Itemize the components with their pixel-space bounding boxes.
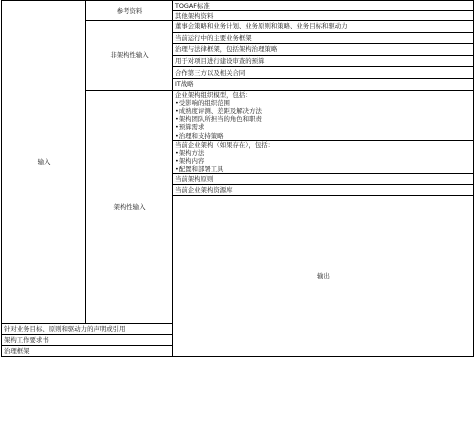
non-arch-input-item: 当前运行中的主要业务框架 [173,32,474,44]
list-item: •配置和部署工具 [175,165,224,174]
non-arch-input-item: 治理与法律框架，包括架构治理策略 [173,44,474,56]
output-request-for-work: 架构工作要求书 [2,335,173,346]
list-item: •受影响的组织范围 [175,98,230,107]
arch-input-org-model [173,90,474,140]
reference-label: 参考资料 [86,1,173,21]
output-business-principles: 针对业务目标、原则和驱动力的声明或引用 [2,324,173,335]
list-item: •治理和支持策略 [175,131,224,140]
list-item: 当前企业架构（如果存在），包括： [175,140,275,149]
list-item: 企业架构组织模型，包括： [175,90,252,99]
non-arch-input-item: 用于对项目进行建设审查的预算 [173,55,474,67]
list-item: •成熟度评测、差距及解决方法 [175,106,262,115]
arch-input-repository: 当前企业架构资源库 [173,185,474,196]
reference-item: TOGAF标准 [173,1,474,11]
input-output-table [1,0,474,357]
input-row-label: 输入 [2,1,86,324]
table-row [2,1,474,11]
non-arch-input-item: 合作第三方以及相关合同 [173,67,474,79]
output-governance-framework: 治理框架 [2,346,173,357]
arch-input-label: 架构性输入 [86,90,173,324]
list-item: •架构团队所担当的角色和职责 [175,115,262,124]
list-item: •预算需求 [175,123,205,132]
non-arch-input-item: 董事会策略和业务计划、业务原则和策略、业务目标和驱动力 [173,21,474,33]
non-arch-input-label: 非架构性输入 [86,21,173,91]
list-item: •架构内容 [175,157,205,166]
reference-item: 其他架构资料 [173,11,474,21]
arch-input-principles: 当前架构原则 [173,174,474,185]
list-item: •架构方法 [175,148,205,157]
arch-input-existing-framework [173,140,474,174]
output-row-label: 输出 [173,196,474,357]
non-arch-input-item: IT战略 [173,78,474,90]
